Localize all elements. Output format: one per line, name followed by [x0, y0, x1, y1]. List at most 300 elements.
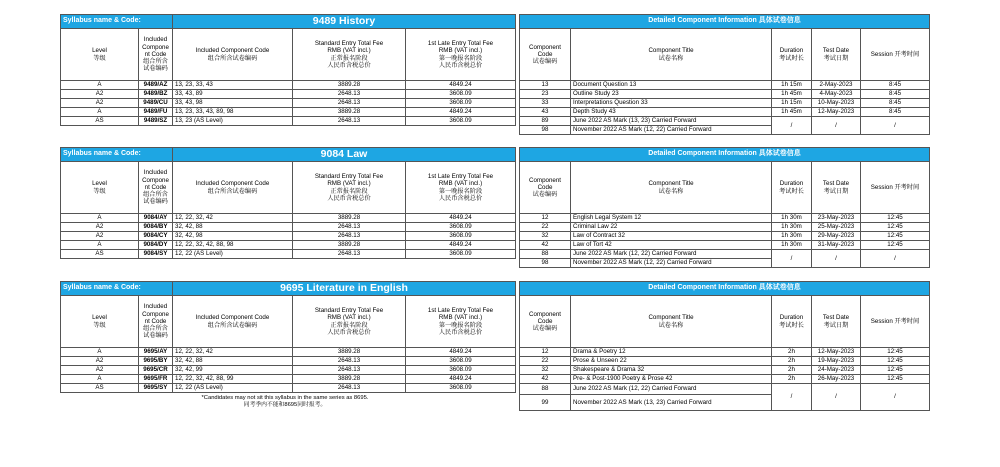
header-line: 考试日期 — [823, 54, 849, 62]
header-line: Component Title — [648, 180, 694, 188]
component-code-header — [173, 162, 293, 214]
header-line: 试卷名称 — [658, 321, 684, 329]
test-date-header — [812, 296, 861, 348]
component-table — [519, 147, 930, 268]
component-table-panel — [519, 281, 929, 411]
header-line: Test Date — [822, 180, 850, 188]
test-date-cell: 19-May-2023 — [812, 357, 861, 366]
late-fee-cell: 3608.09 — [406, 90, 516, 99]
component-code-cell: 99 — [520, 395, 571, 411]
session-cell: 8:45 — [861, 99, 930, 108]
component-row — [520, 375, 930, 384]
syllabus-row — [61, 348, 516, 357]
session-cell: / — [861, 117, 930, 135]
late-fee-header — [406, 296, 516, 348]
session-cell: 12:45 — [861, 223, 930, 232]
session-cell: 12:45 — [861, 375, 930, 384]
syllabus-code-cell: 9084/SY — [139, 250, 173, 259]
component-header-row — [520, 148, 930, 162]
header-line: 试卷编码 — [532, 325, 558, 333]
level-header — [61, 29, 139, 81]
late-fee-cell: 4849.24 — [406, 214, 516, 223]
syllabus-row — [61, 90, 516, 99]
session-cell: 12:45 — [861, 214, 930, 223]
syllabus-table — [60, 14, 516, 126]
component-title-cell: November 2022 AS Mark (12, 22) Carried Forward — [571, 259, 772, 268]
header-line: Included — [143, 303, 168, 311]
header-line: Code — [537, 183, 553, 191]
session-cell: 8:45 — [861, 108, 930, 117]
header-line: Code — [537, 50, 553, 58]
included-header — [139, 29, 173, 81]
header-line: 1st Late Entry Total Fee — [427, 306, 494, 314]
component-title-header — [571, 29, 772, 81]
detailed-info-title: Detailed Component Information 具体试卷信息 — [520, 282, 930, 296]
component-code-cell: 33 — [520, 99, 571, 108]
syllabus-row — [61, 108, 516, 117]
syllabus-code-cell: 9489/SZ — [139, 117, 173, 126]
standard-fee-cell: 2648.13 — [293, 99, 406, 108]
header-line: 组合所含试卷编码 — [207, 321, 258, 329]
level-cell: A — [61, 375, 139, 384]
late-fee-header — [406, 162, 516, 214]
component-row — [520, 117, 930, 126]
component-header-row — [520, 282, 930, 296]
header-line: Level — [92, 47, 107, 55]
component-code-header — [520, 162, 571, 214]
component-title-cell: Shakespeare & Drama 32 — [571, 366, 772, 375]
session-header: Session 开考时间 — [861, 29, 930, 81]
component-row — [520, 357, 930, 366]
syllabus-code-cell: 9489/BZ — [139, 90, 173, 99]
syllabus-row — [61, 99, 516, 108]
standard-fee-cell: 2648.13 — [293, 357, 406, 366]
header-line: 人民币含税总价 — [327, 61, 371, 69]
standard-fee-cell: 2648.13 — [293, 90, 406, 99]
level-cell: A — [61, 214, 139, 223]
level-cell: A2 — [61, 366, 139, 375]
header-line: 考试时长 — [779, 321, 804, 329]
header-line: 等级 — [93, 187, 106, 195]
component-code-cell: 13 — [520, 81, 571, 90]
header-line: 1st Late Entry Total Fee — [427, 39, 494, 47]
header-line: 第一晚报名阶段 — [438, 321, 483, 329]
duration-cell: 1h 45m — [772, 90, 812, 99]
test-date-cell: 4-May-2023 — [812, 90, 861, 99]
syllabus-code-cell: 9695/AY — [139, 348, 173, 357]
component-title-cell: June 2022 AS Mark (12, 22) Carried Forward — [571, 250, 772, 259]
header-line: Included Component Code — [195, 180, 270, 188]
header-line: 人民币含税总价 — [438, 328, 483, 336]
header-line: RMB (VAT incl.) — [438, 47, 483, 55]
duration-cell: 1h 30m — [772, 214, 812, 223]
standard-fee-cell: 2648.13 — [293, 250, 406, 259]
header-line: 组合所含试卷编码 — [207, 54, 258, 62]
header-line: 正常报名阶段 — [330, 321, 368, 329]
component-code-cell: 98 — [520, 259, 571, 268]
level-cell: A2 — [61, 90, 139, 99]
header-line: Component — [529, 176, 561, 184]
component-code-cell: 88 — [520, 250, 571, 259]
header-line: Duration — [779, 314, 804, 322]
header-line: Level — [92, 314, 107, 322]
test-date-cell: 12-May-2023 — [812, 348, 861, 357]
test-date-cell: 24-May-2023 — [812, 366, 861, 375]
standard-fee-cell: 2648.13 — [293, 366, 406, 375]
header-line: 组合所含 — [143, 325, 168, 333]
late-fee-cell: 3608.09 — [406, 232, 516, 241]
test-date-cell: 25-May-2023 — [812, 223, 861, 232]
header-line: nt Code — [144, 183, 167, 191]
component-title-cell: Pre- & Post-1900 Poetry & Prose 42 — [571, 375, 772, 384]
header-line: Standard Entry Total Fee — [314, 39, 384, 47]
header-line: Compone — [142, 310, 169, 318]
syllabus-code-cell: 9084/BY — [139, 223, 173, 232]
duration-cell: 1h 15m — [772, 81, 812, 90]
test-date-cell: 10-May-2023 — [812, 99, 861, 108]
test-date-cell: 26-May-2023 — [812, 375, 861, 384]
note-line: 同考季内不能和8695同时报考。 — [243, 402, 327, 409]
syllabus-code-cell: 9695/FR — [139, 375, 173, 384]
late-fee-cell: 4849.24 — [406, 348, 516, 357]
syllabus-code-cell: 9084/DY — [139, 241, 173, 250]
component-code-cell: 42 — [520, 375, 571, 384]
header-line: 1st Late Entry Total Fee — [427, 172, 494, 180]
header-line: 第一晚报名阶段 — [438, 187, 483, 195]
header-line: Duration — [779, 180, 804, 188]
duration-cell: / — [772, 384, 812, 411]
session-cell: 12:45 — [861, 241, 930, 250]
components-cell: 13, 23 (AS Level) — [173, 117, 293, 126]
duration-cell: 1h 30m — [772, 241, 812, 250]
header-line: 试卷编码 — [143, 65, 168, 73]
header-line: 考试时长 — [779, 54, 804, 62]
duration-header — [772, 162, 812, 214]
syllabus-row — [61, 232, 516, 241]
syllabus-code-cell: 9489/AZ — [139, 81, 173, 90]
standard-fee-cell: 3889.28 — [293, 375, 406, 384]
header-line: 组合所含试卷编码 — [207, 187, 258, 195]
component-table — [519, 281, 930, 411]
components-cell: 12, 22, 32, 42, 88, 99 — [173, 375, 293, 384]
syllabus-row — [61, 117, 516, 126]
test-date-header — [812, 29, 861, 81]
component-code-cell: 43 — [520, 108, 571, 117]
duration-header — [772, 296, 812, 348]
syllabus-table-panel — [60, 281, 515, 409]
header-line: 试卷编码 — [143, 332, 168, 340]
component-title-cell: Prose & Unseen 22 — [571, 357, 772, 366]
component-table — [519, 14, 930, 135]
level-cell: A2 — [61, 232, 139, 241]
header-line: Duration — [779, 47, 804, 55]
header-line: 人民币含税总价 — [327, 328, 371, 336]
syllabus-row — [61, 250, 516, 259]
standard-fee-cell: 3889.28 — [293, 241, 406, 250]
syllabus-code-label: Syllabus name & Code: — [61, 148, 173, 162]
syllabus-row — [61, 375, 516, 384]
header-line: 组合所含 — [143, 58, 168, 66]
header-line: 试卷名称 — [658, 187, 684, 195]
syllabus-code-cell: 9695/SY — [139, 384, 173, 393]
syllabus-table-panel — [60, 147, 515, 259]
component-row — [520, 384, 930, 395]
duration-cell: 2h — [772, 375, 812, 384]
test-date-header — [812, 162, 861, 214]
level-cell: A — [61, 81, 139, 90]
component-title-cell: Document Question 13 — [571, 81, 772, 90]
syllabus-table-panel — [60, 14, 515, 126]
component-title-cell: Law of Contract 32 — [571, 232, 772, 241]
level-cell: AS — [61, 384, 139, 393]
components-cell: 33, 43, 98 — [173, 99, 293, 108]
header-line: Code — [537, 317, 553, 325]
level-cell: A — [61, 108, 139, 117]
header-line: 试卷编码 — [532, 191, 558, 199]
header-line: 考试时长 — [779, 187, 804, 195]
note-line: *Candidates may not sit this syllabus in the same series as 8695. — [201, 395, 369, 401]
duration-cell: / — [772, 117, 812, 135]
syllabus-code-label: Syllabus name & Code: — [61, 15, 173, 29]
header-line: 试卷名称 — [658, 54, 684, 62]
header-line: Compone — [142, 43, 169, 51]
component-code-cell: 89 — [520, 117, 571, 126]
session-cell: 12:45 — [861, 232, 930, 241]
level-cell: AS — [61, 117, 139, 126]
component-title-cell: Drama & Poetry 12 — [571, 348, 772, 357]
component-code-header — [520, 29, 571, 81]
component-title-cell: November 2022 AS Mark (12, 22) Carried Forward — [571, 126, 772, 135]
component-row — [520, 99, 930, 108]
component-code-header — [173, 29, 293, 81]
header-line: RMB (VAT incl.) — [438, 180, 483, 188]
syllabus-table — [60, 281, 516, 393]
component-table-panel — [519, 14, 929, 135]
header-line: RMB (VAT incl.) — [438, 314, 483, 322]
header-line: Included — [143, 169, 168, 177]
syllabus-code-cell: 9695/BY — [139, 357, 173, 366]
syllabus-code-cell: 9084/AY — [139, 214, 173, 223]
header-line: 试卷编码 — [143, 198, 168, 206]
header-line: nt Code — [144, 317, 167, 325]
session-cell: 8:45 — [861, 90, 930, 99]
header-line: 人民币含税总价 — [438, 194, 483, 202]
components-cell: 32, 42, 99 — [173, 366, 293, 375]
header-line: Test Date — [822, 314, 850, 322]
component-column-header-row — [520, 29, 930, 81]
syllabus-code-label: Syllabus name & Code: — [61, 282, 173, 296]
late-fee-cell: 3608.09 — [406, 384, 516, 393]
component-code-cell: 42 — [520, 241, 571, 250]
component-title-cell: English Legal System 12 — [571, 214, 772, 223]
included-header — [139, 296, 173, 348]
header-line: Standard Entry Total Fee — [314, 306, 384, 314]
test-date-cell: / — [812, 117, 861, 135]
syllabus-table — [60, 147, 516, 259]
column-header-row — [61, 162, 516, 214]
header-line: Included Component Code — [195, 314, 270, 322]
duration-cell: 2h — [772, 357, 812, 366]
header-line: Component Title — [648, 47, 694, 55]
header-line: 组合所含 — [143, 191, 168, 199]
component-row — [520, 108, 930, 117]
late-fee-cell: 3608.09 — [406, 250, 516, 259]
components-cell: 13, 23, 33, 43, 89, 98 — [173, 108, 293, 117]
components-cell: 12, 22, 32, 42 — [173, 348, 293, 357]
column-header-row — [61, 29, 516, 81]
level-cell: A2 — [61, 357, 139, 366]
header-line: 考试日期 — [823, 187, 849, 195]
duration-header — [772, 29, 812, 81]
component-row — [520, 250, 930, 259]
duration-cell: 2h — [772, 348, 812, 357]
duration-cell: 2h — [772, 366, 812, 375]
component-row — [520, 232, 930, 241]
components-cell: 13, 23, 33, 43 — [173, 81, 293, 90]
test-date-cell: 2-May-2023 — [812, 81, 861, 90]
standard-fee-cell: 2648.13 — [293, 384, 406, 393]
test-date-cell: 29-May-2023 — [812, 232, 861, 241]
standard-fee-header — [293, 162, 406, 214]
header-line: Included — [143, 36, 168, 44]
standard-fee-cell: 2648.13 — [293, 232, 406, 241]
component-code-cell: 12 — [520, 214, 571, 223]
components-cell: 12, 22 (AS Level) — [173, 384, 293, 393]
session-header: Session 开考时间 — [861, 162, 930, 214]
late-fee-cell: 3608.09 — [406, 117, 516, 126]
component-code-cell: 98 — [520, 126, 571, 135]
syllabus-row — [61, 214, 516, 223]
detailed-info-title: Detailed Component Information 具体试卷信息 — [520, 148, 930, 162]
component-code-header — [520, 296, 571, 348]
component-title-cell: Law of Tort 42 — [571, 241, 772, 250]
late-fee-cell: 4849.24 — [406, 375, 516, 384]
component-table-panel — [519, 147, 929, 268]
included-header — [139, 162, 173, 214]
level-cell: A — [61, 241, 139, 250]
syllabus-title: 9695 Literature in English — [173, 282, 516, 296]
component-row — [520, 90, 930, 99]
late-fee-cell: 3608.09 — [406, 366, 516, 375]
late-fee-cell: 4849.24 — [406, 241, 516, 250]
level-cell: AS — [61, 250, 139, 259]
header-line: RMB (VAT incl.) — [327, 180, 371, 188]
late-fee-cell: 3608.09 — [406, 357, 516, 366]
late-fee-cell: 4849.24 — [406, 81, 516, 90]
syllabus-row — [61, 366, 516, 375]
components-cell: 12, 22, 32, 42, 88, 98 — [173, 241, 293, 250]
component-row — [520, 81, 930, 90]
syllabus-code-cell: 9489/CU — [139, 99, 173, 108]
duration-cell: 1h 45m — [772, 108, 812, 117]
header-line: Component Title — [648, 314, 694, 322]
header-line: Included Component Code — [195, 47, 270, 55]
component-code-header — [173, 296, 293, 348]
component-code-cell: 23 — [520, 90, 571, 99]
header-line: 正常报名阶段 — [330, 54, 368, 62]
header-line: 考试日期 — [823, 321, 849, 329]
component-title-header — [571, 162, 772, 214]
header-line: Component — [529, 43, 561, 51]
components-cell: 33, 43, 89 — [173, 90, 293, 99]
session-cell: / — [861, 384, 930, 411]
session-cell: / — [861, 250, 930, 268]
components-cell: 32, 42, 98 — [173, 232, 293, 241]
level-cell: A — [61, 348, 139, 357]
header-line: 等级 — [93, 321, 106, 329]
standard-fee-cell: 3889.28 — [293, 81, 406, 90]
level-cell: A2 — [61, 99, 139, 108]
component-header-row — [520, 15, 930, 29]
session-cell: 12:45 — [861, 366, 930, 375]
syllabus-row — [61, 81, 516, 90]
late-fee-cell: 3608.09 — [406, 223, 516, 232]
component-column-header-row — [520, 296, 930, 348]
test-date-cell: / — [812, 384, 861, 411]
header-line: Component — [529, 310, 561, 318]
session-cell: 12:45 — [861, 357, 930, 366]
syllabus-row — [61, 357, 516, 366]
late-fee-cell: 3608.09 — [406, 99, 516, 108]
component-code-cell: 22 — [520, 357, 571, 366]
header-line: RMB (VAT incl.) — [327, 47, 371, 55]
component-code-cell: 32 — [520, 232, 571, 241]
detailed-info-title: Detailed Component Information 具体试卷信息 — [520, 15, 930, 29]
duration-cell: 1h 30m — [772, 232, 812, 241]
duration-cell: / — [772, 250, 812, 268]
syllabus-code-cell: 9489/FU — [139, 108, 173, 117]
session-header: Session 开考时间 — [861, 296, 930, 348]
components-cell: 32, 42, 88 — [173, 357, 293, 366]
late-fee-header — [406, 29, 516, 81]
header-line: RMB (VAT incl.) — [327, 314, 371, 322]
syllabus-note — [180, 395, 390, 409]
level-header — [61, 162, 139, 214]
component-title-cell: Interpretations Question 33 — [571, 99, 772, 108]
header-line: Level — [92, 180, 107, 188]
standard-fee-cell: 2648.13 — [293, 223, 406, 232]
standard-fee-cell: 3889.28 — [293, 214, 406, 223]
header-line: 正常报名阶段 — [330, 187, 368, 195]
syllabus-header-row — [61, 282, 516, 296]
component-code-cell: 88 — [520, 384, 571, 395]
header-line: 等级 — [93, 54, 106, 62]
component-title-cell: June 2022 AS Mark (12, 22) Carried Forward — [571, 384, 772, 395]
session-cell: 12:45 — [861, 348, 930, 357]
duration-cell: 1h 15m — [772, 99, 812, 108]
component-code-cell: 32 — [520, 366, 571, 375]
syllabus-code-cell: 9695/CR — [139, 366, 173, 375]
level-cell: A2 — [61, 223, 139, 232]
component-title-cell: Criminal Law 22 — [571, 223, 772, 232]
component-row — [520, 241, 930, 250]
component-title-cell: November 2022 AS Mark (13, 23) Carried Forward — [571, 395, 772, 411]
test-date-cell: 31-May-2023 — [812, 241, 861, 250]
column-header-row — [61, 296, 516, 348]
test-date-cell: 12-May-2023 — [812, 108, 861, 117]
component-row — [520, 348, 930, 357]
level-header — [61, 296, 139, 348]
header-line: Test Date — [822, 47, 850, 55]
component-code-cell: 22 — [520, 223, 571, 232]
component-row — [520, 214, 930, 223]
component-title-cell: Outline Study 23 — [571, 90, 772, 99]
test-date-cell: / — [812, 250, 861, 268]
standard-fee-cell: 3889.28 — [293, 348, 406, 357]
test-date-cell: 23-May-2023 — [812, 214, 861, 223]
header-line: Compone — [142, 176, 169, 184]
component-title-header — [571, 296, 772, 348]
